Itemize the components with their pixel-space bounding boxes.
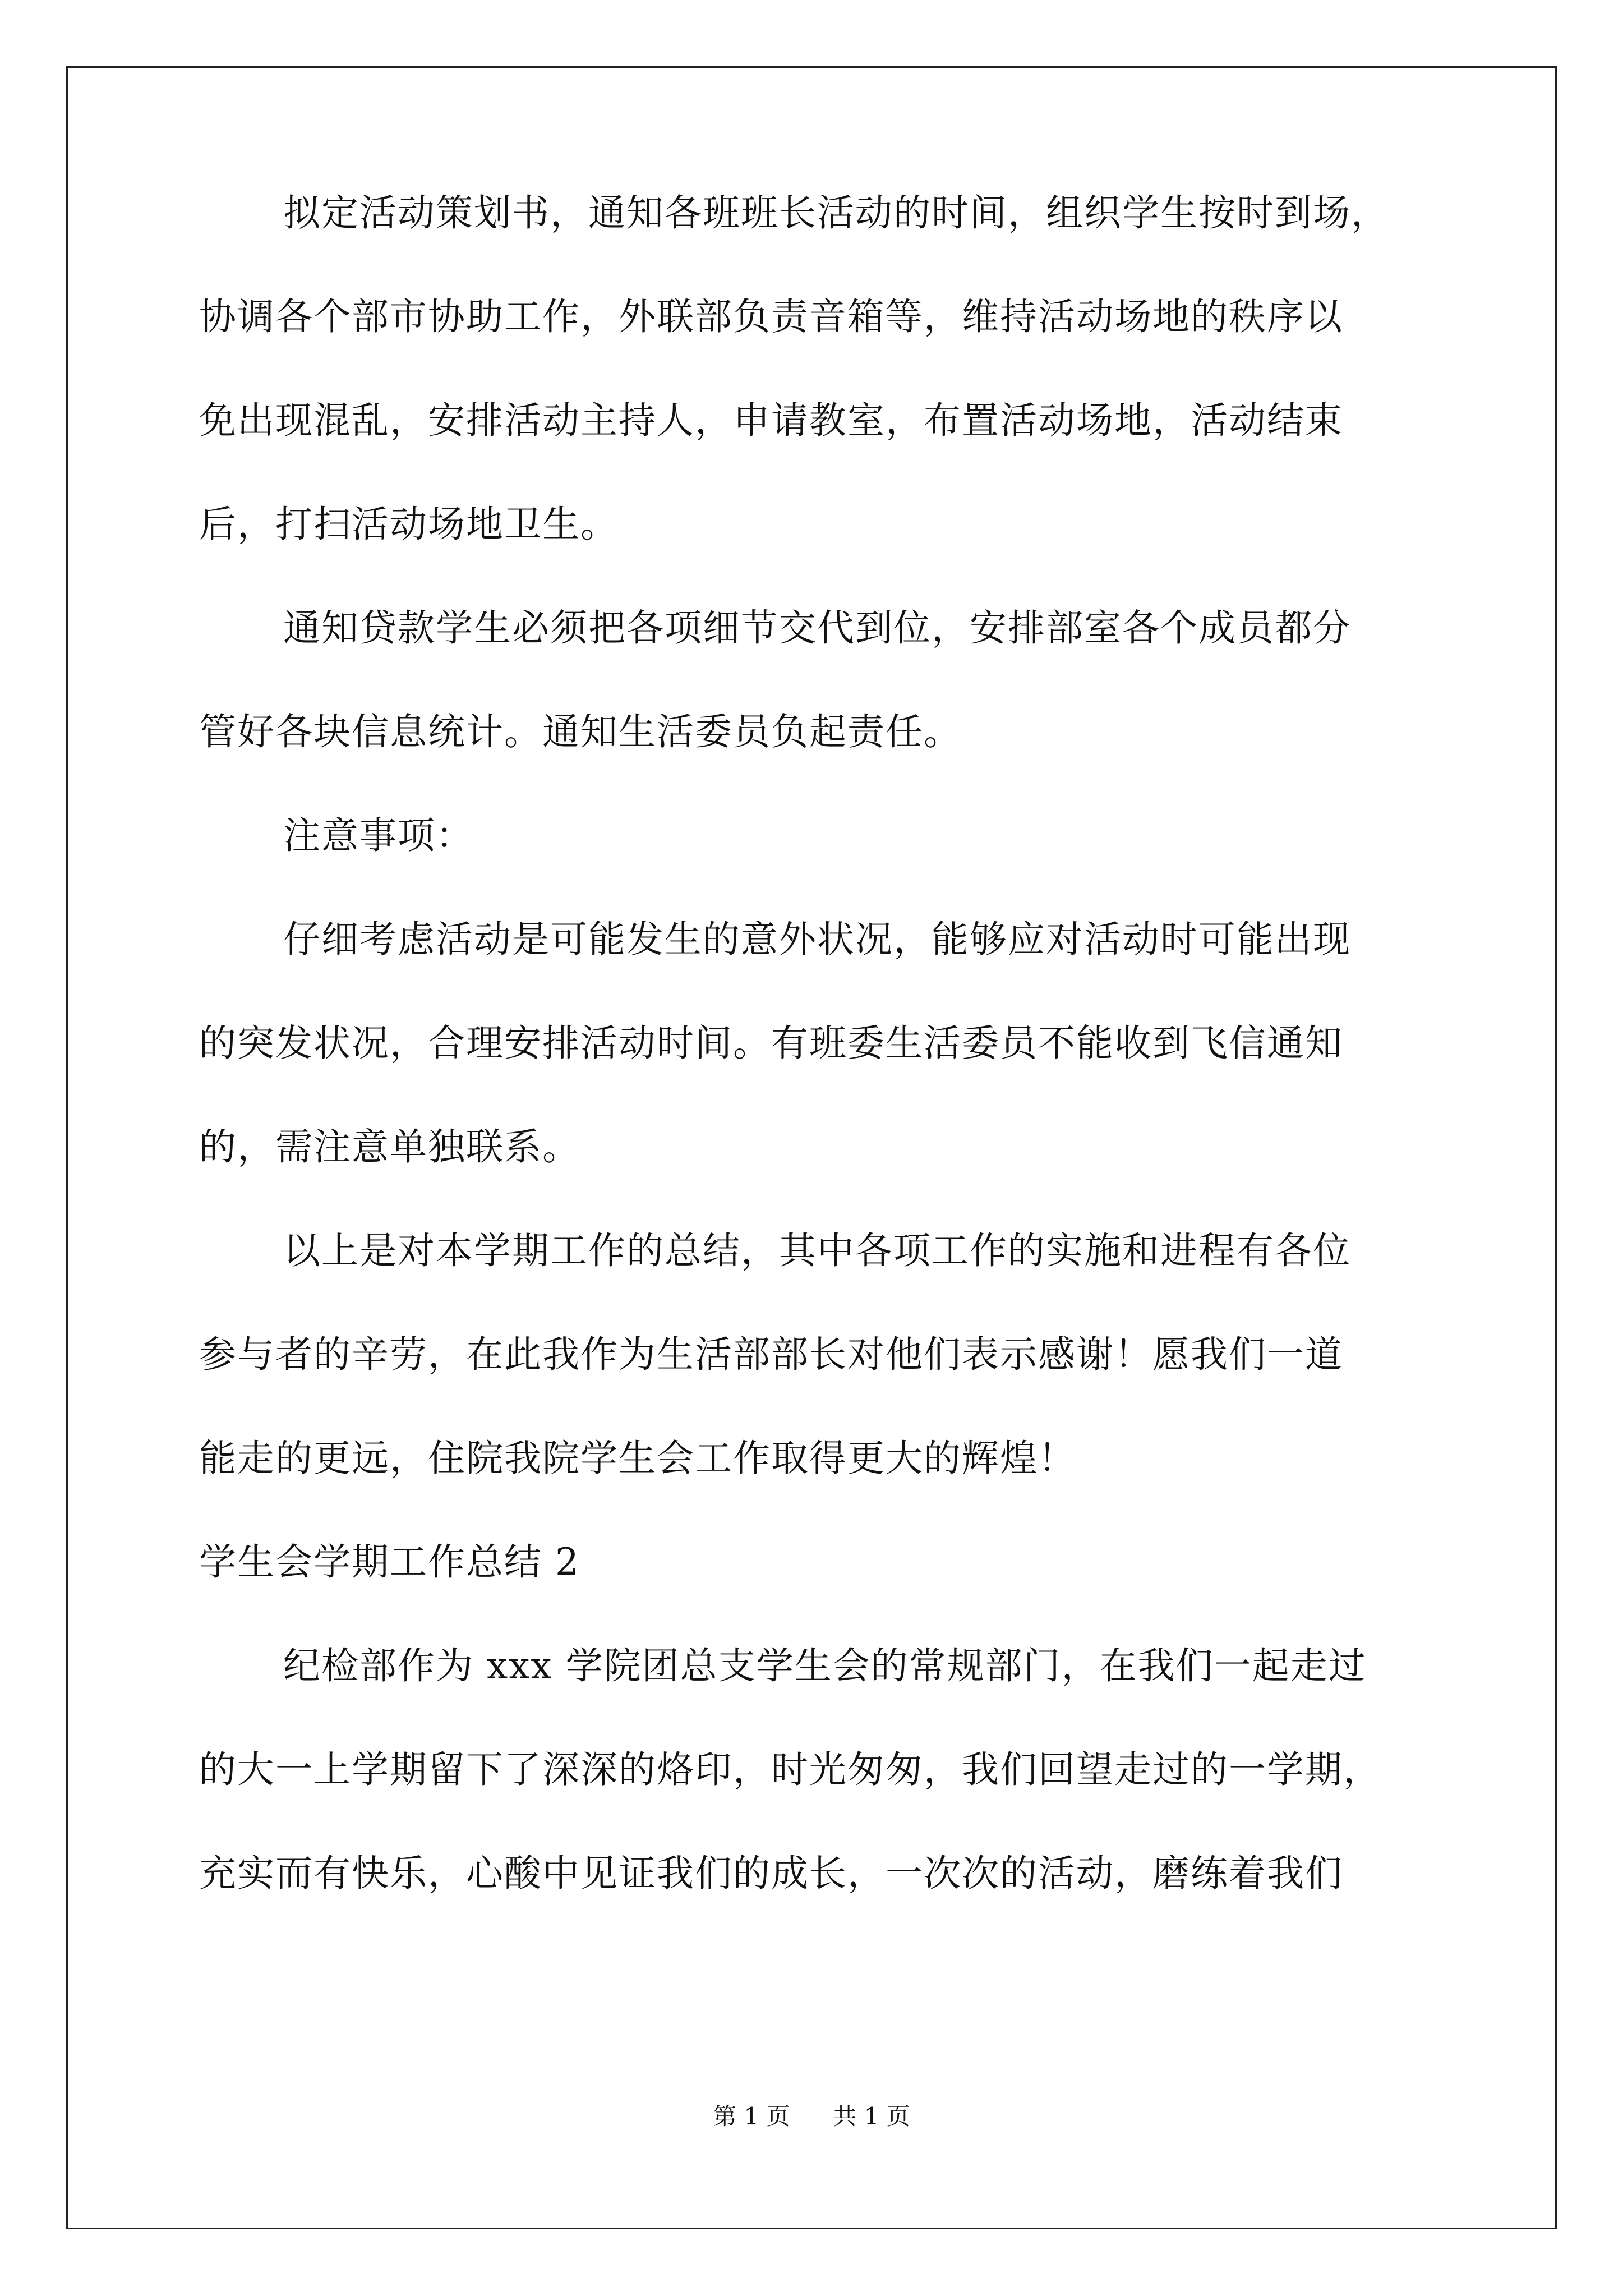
paragraph-line: 的大一上学期留下了深深的烙印，时光匆匆，我们回望走过的一学期，	[199, 1748, 1381, 1791]
paragraph-line: 以上是对本学期工作的总结，其中各项工作的实施和进程有各位	[283, 1229, 1351, 1272]
paragraph-line: 后，打扫活动场地卫生。	[199, 503, 619, 546]
paragraph-line: 免出现混乱，安排活动主持人，申请教室，布置活动场地，活动结束	[199, 399, 1343, 442]
paragraph-line: 充实而有快乐，心酸中见证我们的成长，一次次的活动，磨练着我们	[199, 1852, 1343, 1895]
paragraph-line: 的，需注意单独联系。	[199, 1125, 580, 1168]
paragraph-line: 仔细考虑活动是可能发生的意外状况，能够应对活动时可能出现	[283, 918, 1351, 961]
paragraph-line: 纪检部作为 xxx 学院团总支学生会的常规部门，在我们一起走过	[283, 1644, 1367, 1687]
paragraph-line: 注意事项：	[283, 814, 474, 857]
paragraph-line: 管好各块信息统计。通知生活委员负起责任。	[199, 710, 962, 753]
paragraph-line: 通知贷款学生必须把各项细节交代到位，安排部室各个成员都分	[283, 606, 1351, 650]
page-footer	[0, 2102, 1623, 2131]
page-total: 共 1 页	[833, 2102, 910, 2130]
paragraph-line: 协调各个部市协助工作，外联部负责音箱等，维持活动场地的秩序以	[199, 295, 1343, 338]
paragraph-line: 的突发状况，合理安排活动时间。有班委生活委员不能收到飞信通知	[199, 1022, 1343, 1065]
paragraph-line: 参与者的辛劳，在此我作为生活部部长对他们表示感谢！愿我们一道	[199, 1333, 1343, 1376]
section-heading: 学生会学期工作总结 2	[199, 1540, 580, 1584]
paragraph-line: 拟定活动策划书，通知各班班长活动的时间，组织学生按时到场，	[283, 191, 1389, 234]
page-number: 第 1 页	[713, 2102, 790, 2130]
paragraph-line: 能走的更远，住院我院学生会工作取得更大的辉煌！	[199, 1437, 1076, 1480]
